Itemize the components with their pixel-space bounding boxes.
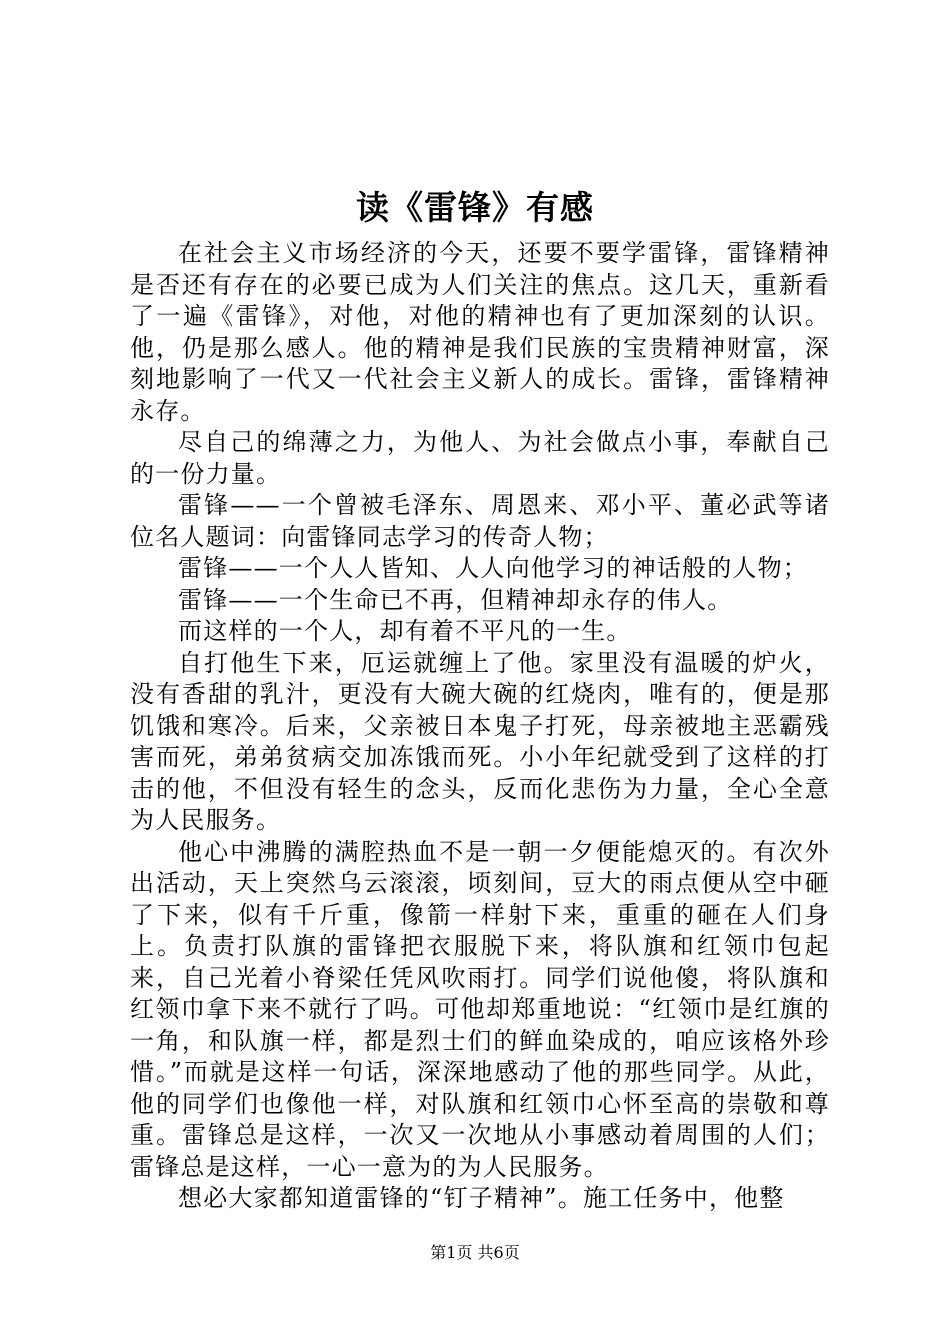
paragraph: 雷锋——一个生命已不再，但精神却永存的伟人。 — [178, 585, 733, 614]
page-footer: 第1页 共6页 — [430, 1243, 520, 1262]
paragraph: 雷锋——一个曾被毛泽东、周恩来、邓小平、董必武等诸位名人题词：向雷锋同志学习的传奇人物； — [130, 491, 830, 551]
paragraph: 而这样的一个人，却有着不平凡的一生。 — [178, 617, 632, 645]
paragraph: 他心中沸腾的满腔热血不是一朝一夕便能熄灭的。有次外出活动，天上突然乌云滚滚，顷刻间，豆大的雨点便从空中砸了下来，似有千斤重，像箭一样射下来，重重的砸在人们身上。负责打队旗的雷锋把衣服脱下来，将队旗和红领巾包起来，自己光着小脊梁任凭风吹雨打。同学们说他傻，将队旗和红领巾拿下来不就行了吗。可他却郑重地说：“红领巾是红旗的一角，和队旗一样，都是烈士们的鲜血染成的，咱应该格外珍惜。”而就是这样一句话，深深地感动了他的那些同学。从此，他的同学们也像他一样，对队旗和红领巾心怀至高的崇敬和尊重。雷锋总是这样，一次又一次地从小事感动着周围的人们；雷锋总是这样，一心一意为的为人民服务。 — [130, 837, 830, 1181]
paragraph: 尽自己的绵薄之力，为他人、为社会做点小事，奉献自己的一份力量。 — [130, 428, 830, 488]
paragraph: 在社会主义市场经济的今天，还要不要学雷锋，雷锋精神是否还有存在的必要已成为人们关注的焦点。这几天，重新看了一遍《雷锋》，对他，对他的精神也有了更加深刻的认识。他，仍是那么感人。他的精神是我们民族的宝贵精神财富，深刻地影响了一代又一代社会主义新人的成长。雷锋，雷锋精神永存。 — [130, 239, 830, 425]
paragraph: 自打他生下来，厄运就缠上了他。家里没有温暖的炉火，没有香甜的乳汁，更没有大碗大碗的红烧肉，唯有的，便是那饥饿和寒冷。后来，父亲被日本鬼子打死，母亲被地主恶霸残害而死，弟弟贫病交加冻饿而死。小小年纪就受到了这样的打击的他，不但没有轻生的念头，反而化悲伤为力量，全心全意为人民服务。 — [130, 648, 830, 834]
document-body — [130, 238, 830, 1215]
paragraph: 想必大家都知道雷锋的“钉子精神”。施工任务中，他整 — [178, 1184, 785, 1212]
document-title: 读《雷锋》有感 — [356, 188, 594, 227]
paragraph: 雷锋——一个人人皆知、人人向他学习的神话般的人物； — [178, 554, 808, 582]
